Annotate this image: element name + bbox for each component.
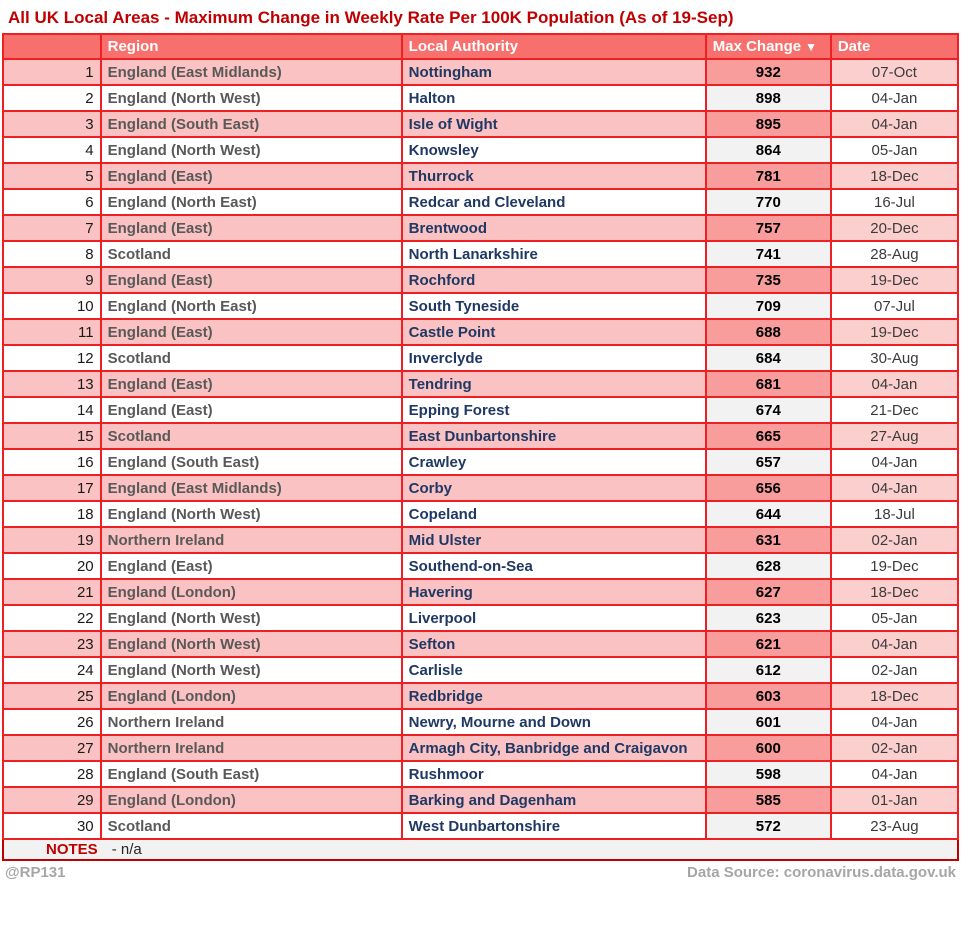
rank-cell: 14 <box>3 397 101 423</box>
max-change-cell: 681 <box>706 371 831 397</box>
date-cell: 18-Jul <box>831 501 958 527</box>
local-authority-cell: Armagh City, Banbridge and Craigavon <box>402 735 706 761</box>
table-row <box>3 397 958 423</box>
table-row <box>3 475 958 501</box>
max-change-cell: 623 <box>706 605 831 631</box>
max-change-cell: 709 <box>706 293 831 319</box>
table-row <box>3 449 958 475</box>
local-authority-cell: South Tyneside <box>402 293 706 319</box>
date-cell: 23-Aug <box>831 813 958 839</box>
local-authority-cell: Redcar and Cleveland <box>402 189 706 215</box>
local-authority-cell: Newry, Mourne and Down <box>402 709 706 735</box>
max-change-cell: 674 <box>706 397 831 423</box>
rank-cell: 22 <box>3 605 101 631</box>
region-cell: England (East Midlands) <box>101 475 402 501</box>
header-region[interactable]: Region <box>101 34 402 59</box>
date-cell: 04-Jan <box>831 631 958 657</box>
rank-cell: 16 <box>3 449 101 475</box>
page-title: All UK Local Areas - Maximum Change in Weekly Rate Per 100K Population (As of 19-Sep) <box>8 8 734 27</box>
notes-label: NOTES <box>46 841 98 858</box>
table-body <box>3 59 958 839</box>
sort-desc-icon[interactable]: ▼ <box>805 40 817 54</box>
date-cell: 21-Dec <box>831 397 958 423</box>
max-change-cell: 688 <box>706 319 831 345</box>
rank-cell: 12 <box>3 345 101 371</box>
rank-cell: 28 <box>3 761 101 787</box>
local-authority-cell: North Lanarkshire <box>402 241 706 267</box>
region-cell: England (North East) <box>101 189 402 215</box>
local-authority-cell: Mid Ulster <box>402 527 706 553</box>
region-cell: England (London) <box>101 579 402 605</box>
date-cell: 27-Aug <box>831 423 958 449</box>
region-cell: England (South East) <box>101 111 402 137</box>
date-cell: 02-Jan <box>831 657 958 683</box>
local-authority-cell: Rushmoor <box>402 761 706 787</box>
table-row <box>3 657 958 683</box>
region-cell: England (East) <box>101 163 402 189</box>
max-change-cell: 735 <box>706 267 831 293</box>
rank-cell: 10 <box>3 293 101 319</box>
region-cell: England (North East) <box>101 293 402 319</box>
rank-cell: 8 <box>3 241 101 267</box>
local-authority-cell: Crawley <box>402 449 706 475</box>
notes-bar <box>2 840 959 861</box>
max-change-cell: 898 <box>706 85 831 111</box>
rank-cell: 5 <box>3 163 101 189</box>
region-cell: England (East) <box>101 397 402 423</box>
table-row <box>3 501 958 527</box>
date-cell: 04-Jan <box>831 475 958 501</box>
rate-table <box>2 33 959 840</box>
local-authority-cell: Thurrock <box>402 163 706 189</box>
table-row <box>3 137 958 163</box>
local-authority-cell: Tendring <box>402 371 706 397</box>
region-cell: England (North West) <box>101 605 402 631</box>
max-change-cell: 741 <box>706 241 831 267</box>
max-change-cell: 781 <box>706 163 831 189</box>
rank-cell: 4 <box>3 137 101 163</box>
rank-cell: 23 <box>3 631 101 657</box>
table-row <box>3 683 958 709</box>
local-authority-cell: West Dunbartonshire <box>402 813 706 839</box>
local-authority-cell: Corby <box>402 475 706 501</box>
local-authority-cell: Isle of Wight <box>402 111 706 137</box>
date-cell: 01-Jan <box>831 787 958 813</box>
max-change-cell: 770 <box>706 189 831 215</box>
region-cell: Scotland <box>101 423 402 449</box>
max-change-cell: 644 <box>706 501 831 527</box>
local-authority-cell: Halton <box>402 85 706 111</box>
table-row <box>3 59 958 85</box>
footer <box>0 861 961 881</box>
table-row <box>3 267 958 293</box>
table-row <box>3 111 958 137</box>
rank-cell: 1 <box>3 59 101 85</box>
local-authority-cell: Liverpool <box>402 605 706 631</box>
region-cell: England (London) <box>101 787 402 813</box>
date-cell: 19-Dec <box>831 553 958 579</box>
local-authority-cell: East Dunbartonshire <box>402 423 706 449</box>
date-cell: 30-Aug <box>831 345 958 371</box>
table-row <box>3 605 958 631</box>
local-authority-cell: Knowsley <box>402 137 706 163</box>
region-cell: England (South East) <box>101 449 402 475</box>
table-row <box>3 371 958 397</box>
header-local-authority[interactable]: Local Authority <box>402 34 706 59</box>
rank-cell: 24 <box>3 657 101 683</box>
region-cell: England (East) <box>101 267 402 293</box>
region-cell: England (London) <box>101 683 402 709</box>
rank-cell: 3 <box>3 111 101 137</box>
table-row <box>3 813 958 839</box>
max-change-cell: 932 <box>706 59 831 85</box>
local-authority-cell: Barking and Dagenham <box>402 787 706 813</box>
max-change-cell: 627 <box>706 579 831 605</box>
local-authority-cell: Brentwood <box>402 215 706 241</box>
table-row <box>3 85 958 111</box>
date-cell: 02-Jan <box>831 527 958 553</box>
date-cell: 18-Dec <box>831 579 958 605</box>
date-cell: 04-Jan <box>831 85 958 111</box>
max-change-cell: 656 <box>706 475 831 501</box>
table-row <box>3 423 958 449</box>
local-authority-cell: Castle Point <box>402 319 706 345</box>
rank-cell: 21 <box>3 579 101 605</box>
table-row <box>3 163 958 189</box>
date-cell: 04-Jan <box>831 709 958 735</box>
date-cell: 04-Jan <box>831 449 958 475</box>
max-change-cell: 757 <box>706 215 831 241</box>
table-row <box>3 293 958 319</box>
region-cell: England (East) <box>101 319 402 345</box>
region-cell: England (East) <box>101 553 402 579</box>
table-row <box>3 579 958 605</box>
table-row <box>3 345 958 371</box>
local-authority-cell: Havering <box>402 579 706 605</box>
region-cell: Northern Ireland <box>101 735 402 761</box>
rank-cell: 17 <box>3 475 101 501</box>
local-authority-cell: Sefton <box>402 631 706 657</box>
rank-cell: 25 <box>3 683 101 709</box>
max-change-cell: 601 <box>706 709 831 735</box>
notes-value: - n/a <box>111 841 142 858</box>
rank-cell: 19 <box>3 527 101 553</box>
rank-cell: 6 <box>3 189 101 215</box>
region-cell: England (East Midlands) <box>101 59 402 85</box>
region-cell: Scotland <box>101 241 402 267</box>
max-change-cell: 895 <box>706 111 831 137</box>
date-cell: 16-Jul <box>831 189 958 215</box>
max-change-cell: 600 <box>706 735 831 761</box>
rank-cell: 15 <box>3 423 101 449</box>
max-change-cell: 598 <box>706 761 831 787</box>
table-row <box>3 241 958 267</box>
table-header-row <box>3 34 958 59</box>
table-row <box>3 787 958 813</box>
date-cell: 07-Oct <box>831 59 958 85</box>
local-authority-cell: Rochford <box>402 267 706 293</box>
rank-cell: 26 <box>3 709 101 735</box>
date-cell: 04-Jan <box>831 371 958 397</box>
region-cell: England (East) <box>101 215 402 241</box>
date-cell: 04-Jan <box>831 111 958 137</box>
date-cell: 07-Jul <box>831 293 958 319</box>
header-max-change-label: Max Change <box>712 38 802 55</box>
header-date[interactable]: Date <box>831 34 958 59</box>
rank-cell: 11 <box>3 319 101 345</box>
header-max-change[interactable] <box>706 34 831 59</box>
rank-cell: 9 <box>3 267 101 293</box>
local-authority-cell: Nottingham <box>402 59 706 85</box>
max-change-cell: 684 <box>706 345 831 371</box>
date-cell: 19-Dec <box>831 267 958 293</box>
max-change-cell: 631 <box>706 527 831 553</box>
rank-cell: 18 <box>3 501 101 527</box>
rank-cell: 20 <box>3 553 101 579</box>
region-cell: England (North West) <box>101 85 402 111</box>
rank-cell: 27 <box>3 735 101 761</box>
max-change-cell: 628 <box>706 553 831 579</box>
local-authority-cell: Inverclyde <box>402 345 706 371</box>
region-cell: England (North West) <box>101 501 402 527</box>
table-row <box>3 735 958 761</box>
local-authority-cell: Redbridge <box>402 683 706 709</box>
date-cell: 18-Dec <box>831 163 958 189</box>
date-cell: 20-Dec <box>831 215 958 241</box>
region-cell: England (North West) <box>101 137 402 163</box>
table-row <box>3 319 958 345</box>
date-cell: 28-Aug <box>831 241 958 267</box>
table-row <box>3 709 958 735</box>
max-change-cell: 657 <box>706 449 831 475</box>
region-cell: England (East) <box>101 371 402 397</box>
table-row <box>3 761 958 787</box>
local-authority-cell: Carlisle <box>402 657 706 683</box>
rank-cell: 13 <box>3 371 101 397</box>
region-cell: Northern Ireland <box>101 709 402 735</box>
region-cell: England (North West) <box>101 657 402 683</box>
rank-cell: 2 <box>3 85 101 111</box>
region-cell: England (South East) <box>101 761 402 787</box>
date-cell: 18-Dec <box>831 683 958 709</box>
region-cell: Northern Ireland <box>101 527 402 553</box>
table-row <box>3 527 958 553</box>
local-authority-cell: Southend-on-Sea <box>402 553 706 579</box>
date-cell: 04-Jan <box>831 761 958 787</box>
region-cell: Scotland <box>101 345 402 371</box>
table-row <box>3 631 958 657</box>
rank-cell: 29 <box>3 787 101 813</box>
header-rank <box>3 34 101 59</box>
date-cell: 05-Jan <box>831 137 958 163</box>
max-change-cell: 585 <box>706 787 831 813</box>
date-cell: 19-Dec <box>831 319 958 345</box>
max-change-cell: 572 <box>706 813 831 839</box>
max-change-cell: 603 <box>706 683 831 709</box>
max-change-cell: 864 <box>706 137 831 163</box>
region-cell: England (North West) <box>101 631 402 657</box>
region-cell: Scotland <box>101 813 402 839</box>
max-change-cell: 665 <box>706 423 831 449</box>
date-cell: 02-Jan <box>831 735 958 761</box>
table-row <box>3 189 958 215</box>
author-handle: @RP131 <box>5 864 66 881</box>
table-row <box>3 215 958 241</box>
rank-cell: 7 <box>3 215 101 241</box>
local-authority-cell: Copeland <box>402 501 706 527</box>
table-row <box>3 553 958 579</box>
date-cell: 05-Jan <box>831 605 958 631</box>
data-source: Data Source: coronavirus.data.gov.uk <box>687 864 956 881</box>
max-change-cell: 621 <box>706 631 831 657</box>
max-change-cell: 612 <box>706 657 831 683</box>
local-authority-cell: Epping Forest <box>402 397 706 423</box>
rank-cell: 30 <box>3 813 101 839</box>
